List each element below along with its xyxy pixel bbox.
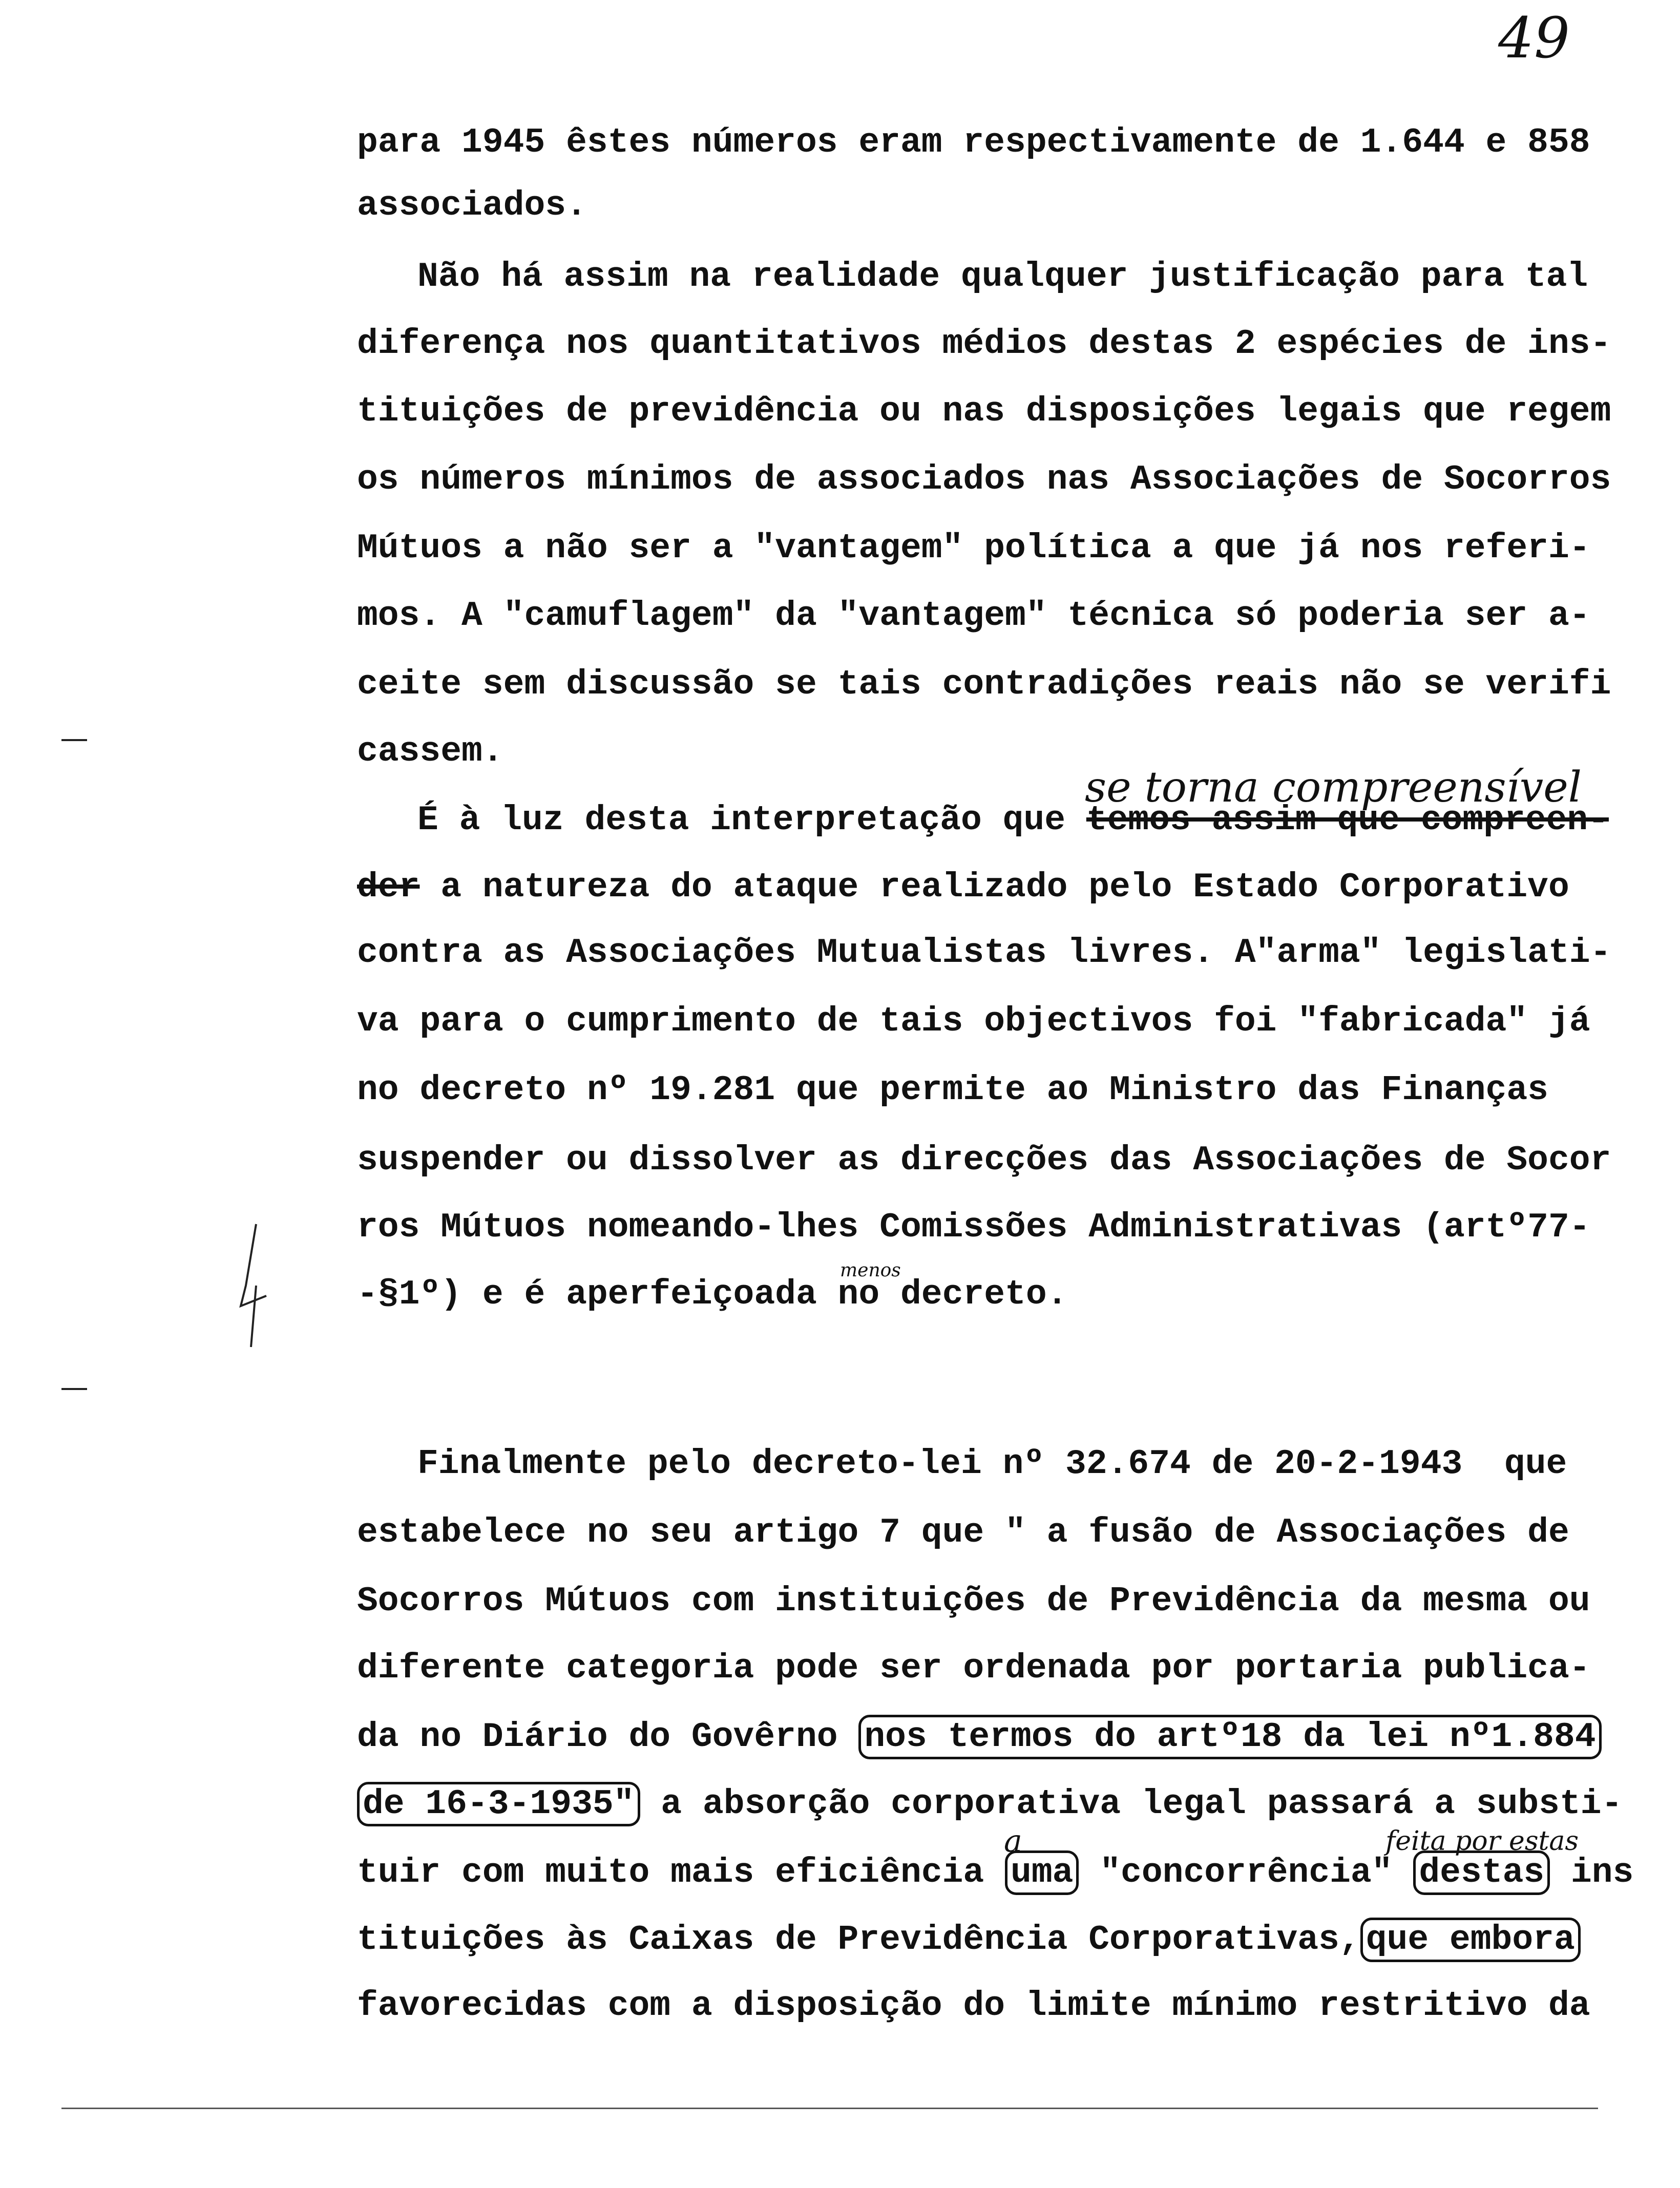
- text-line: [357, 321, 1611, 367]
- text-line: [357, 1579, 1590, 1625]
- text-line: [357, 389, 1611, 435]
- circled-text: que embora: [1360, 1918, 1581, 1962]
- text-line: [357, 1714, 1602, 1760]
- text-segment: os números mínimos de associados nas Associações de Socorros: [357, 460, 1611, 499]
- text-segment: tuir com muito mais eficiência: [357, 1853, 1005, 1892]
- text-line: [357, 593, 1590, 639]
- text-segment: ros Mútuos nomeando-lhes Comissões Administrativas (artº77-: [357, 1208, 1590, 1247]
- text-line: [357, 1138, 1611, 1184]
- text-segment: diferença nos quantitativos médios destas 2 espécies de ins-: [357, 324, 1611, 364]
- text-segment: "concorrência": [1079, 1853, 1414, 1892]
- margin-tick: [61, 739, 87, 741]
- text-segment: va para o cumprimento de tais objectivos foi "fabricada" já: [357, 1002, 1590, 1041]
- text-line: [357, 1205, 1590, 1251]
- circled-text: uma: [1005, 1850, 1079, 1895]
- text-segment: a natureza do ataque realizado pelo Estado Corporativo: [419, 868, 1569, 907]
- text-line: [357, 1850, 1633, 1896]
- text-line: [357, 1983, 1590, 2029]
- text-segment: -§1º) e é aperfeiçoada no decreto.: [357, 1275, 1068, 1314]
- struck-text: der: [357, 868, 420, 907]
- handwritten-insertion: feita por estas: [1385, 1826, 1579, 1857]
- text-segment: associados.: [357, 186, 587, 225]
- text-line: [357, 525, 1590, 572]
- text-segment: a absorção corporativa legal passará a substi-: [640, 1784, 1623, 1824]
- text-segment: tituições às Caixas de Previdência Corporativas,: [357, 1920, 1360, 1960]
- text-line: [357, 729, 503, 775]
- text-segment: contra as Associações Mutualistas livres. A"arma" legislati-: [357, 933, 1611, 973]
- struck-text: temos assim que compreen-: [1086, 801, 1609, 840]
- margin-pen-mark: [225, 1219, 287, 1352]
- text-line: [357, 183, 587, 229]
- text-segment: mos. A "camuflagem" da "vantagem" técnica só poderia ser a-: [357, 596, 1590, 636]
- text-segment: diferente categoria pode ser ordenada por portaria publica-: [357, 1649, 1590, 1688]
- text-line: [357, 1067, 1548, 1113]
- text-segment: Socorros Mútuos com instituições de Previdência da mesma ou: [357, 1582, 1590, 1621]
- text-segment: da no Diário do Govêrno: [357, 1717, 859, 1757]
- text-line: [357, 930, 1611, 976]
- text-segment: cassem.: [357, 732, 503, 771]
- text-segment: ceite sem discussão se tais contradições reais não se verifi: [357, 665, 1611, 704]
- text-segment: no decreto nº 19.281 que permite ao Ministro das Finanças: [357, 1070, 1548, 1110]
- text-line: [357, 999, 1590, 1045]
- text-segment: suspender ou dissolver as direcções das Associações de Socor: [357, 1141, 1611, 1180]
- text-line: [357, 1510, 1569, 1556]
- bottom-rule: [61, 2108, 1598, 2109]
- circled-text: de 16-3-1935": [357, 1782, 640, 1826]
- text-line: [357, 1917, 1581, 1963]
- text-segment: Finalmente pelo decreto-lei nº 32.674 de 20-2-1943 que: [417, 1444, 1567, 1484]
- text-line: [357, 1646, 1590, 1692]
- text-line: [357, 662, 1611, 708]
- text-segment: É à luz desta interpretação que: [417, 801, 1086, 840]
- text-segment: Não há assim na realidade qualquer justificação para tal: [417, 257, 1588, 297]
- handwritten-insertion: se torna compreensível: [1085, 763, 1582, 812]
- text-line: [357, 120, 1590, 166]
- text-segment: ins: [1550, 1853, 1634, 1892]
- text-line: [357, 1781, 1622, 1827]
- text-line: [357, 1272, 1067, 1318]
- text-line: [357, 865, 1569, 911]
- handwritten-insertion: menos: [840, 1260, 901, 1281]
- text-segment: favorecidas com a disposição do limite mínimo restritivo da: [357, 1986, 1590, 2026]
- text-line: [357, 457, 1611, 503]
- page-number: 49: [1498, 5, 1570, 71]
- margin-tick: [61, 1388, 87, 1390]
- text-segment: Mútuos a não ser a "vantagem" política a que já nos referi-: [357, 529, 1590, 568]
- circled-text: destas: [1413, 1850, 1550, 1895]
- handwritten-insertion: a: [1004, 1823, 1022, 1859]
- circled-text: nos termos do artº18 da lei nº1.884: [858, 1715, 1601, 1759]
- text-segment: estabelece no seu artigo 7 que " a fusão de Associações de: [357, 1513, 1569, 1552]
- text-line: [417, 254, 1588, 300]
- text-line: [417, 1441, 1567, 1487]
- text-segment: para 1945 êstes números eram respectivamente de 1.644 e 858: [357, 123, 1590, 162]
- text-segment: tituições de previdência ou nas disposições legais que regem: [357, 392, 1611, 431]
